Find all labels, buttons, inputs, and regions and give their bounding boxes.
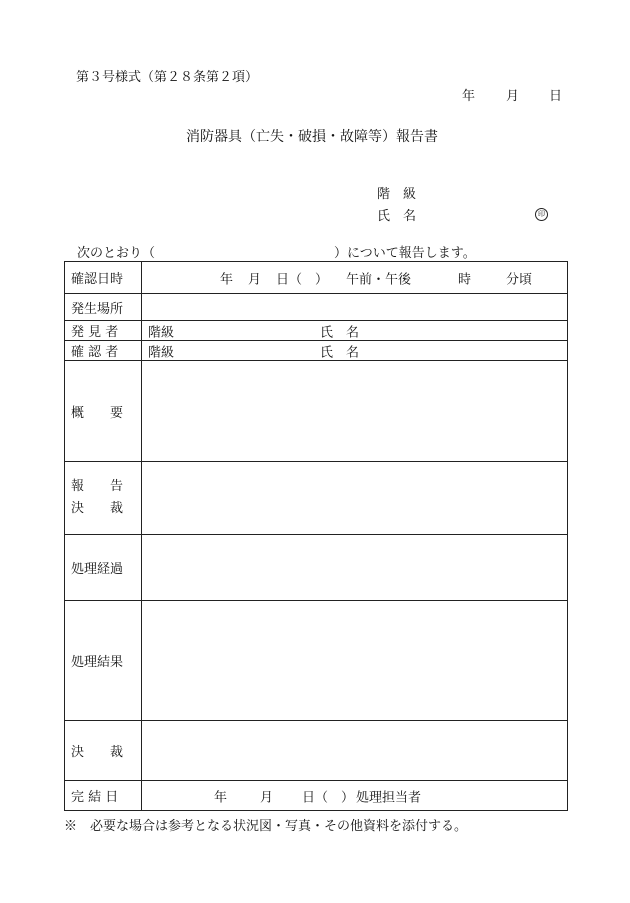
result-field[interactable] <box>142 601 568 721</box>
row-report-decision <box>65 462 568 535</box>
decision-label-1: 決 裁 <box>71 501 124 516</box>
seal-mark <box>535 205 548 221</box>
decision-field[interactable] <box>142 721 568 781</box>
confirmer-field[interactable] <box>142 341 568 361</box>
discoverer-field[interactable] <box>142 321 568 341</box>
cd-hour: 時 <box>458 272 472 287</box>
cd-month: 月 <box>248 272 262 287</box>
discoverer-name: 氏 名 <box>320 325 360 340</box>
row-decision <box>65 721 568 781</box>
row-process <box>65 535 568 601</box>
date-day-label: 日 <box>549 89 563 104</box>
confirmer-rank: 階級 <box>148 345 175 360</box>
cp-year: 年 <box>214 790 228 805</box>
decision-label: 決 裁 <box>65 721 142 781</box>
process-label: 処理経過 <box>65 535 142 601</box>
summary-label: 概 要 <box>65 361 142 462</box>
rank-label: 階 級 <box>377 187 417 202</box>
confirmer-label: 確 認 者 <box>65 341 142 361</box>
location-field[interactable] <box>142 294 568 321</box>
discoverer-rank: 階級 <box>148 325 175 340</box>
row-result <box>65 601 568 721</box>
intro-open: 次のとおり（ <box>77 246 156 261</box>
report-decision-label <box>65 462 142 535</box>
discoverer-label: 発 見 者 <box>65 321 142 341</box>
summary-field[interactable] <box>142 361 568 462</box>
cd-ampm: 午前・午後 <box>346 272 412 287</box>
confirmer-name: 氏 名 <box>320 345 360 360</box>
row-confirmer <box>65 341 568 361</box>
cp-month: 月 <box>260 790 274 805</box>
cd-year: 年 <box>220 272 234 287</box>
confirm-datetime-label: 確認日時 <box>65 262 142 294</box>
row-confirm-datetime <box>65 262 568 294</box>
row-summary <box>65 361 568 462</box>
intro-close: ）について報告します。 <box>334 246 476 261</box>
completion-label: 完 結 日 <box>65 781 142 811</box>
date-month-label: 月 <box>506 89 520 104</box>
date-year-label: 年 <box>462 89 476 104</box>
footnote: ※ 必要な場合は参考となる状況図・写真・その他資料を添付する。 <box>64 819 468 834</box>
report-label: 報 告 <box>71 479 124 494</box>
form-number: 第３号様式（第２８条第２項） <box>76 70 259 85</box>
confirm-datetime-field[interactable] <box>142 262 568 294</box>
report-decision-field[interactable] <box>142 462 568 535</box>
row-location <box>65 294 568 321</box>
name-label: 氏 名 <box>377 209 417 224</box>
completion-field[interactable] <box>142 781 568 811</box>
document-title: 消防器具（亡失・破損・故障等）報告書 <box>186 129 438 145</box>
cp-handler: 処理担当者 <box>356 790 422 805</box>
report-form-table <box>64 261 568 811</box>
cd-minute: 分頃 <box>506 272 533 287</box>
location-label: 発生場所 <box>65 294 142 321</box>
seal-icon: 印 <box>535 208 548 221</box>
row-discoverer <box>65 321 568 341</box>
cd-day: 日（ <box>276 272 303 287</box>
process-field[interactable] <box>142 535 568 601</box>
cd-paren-close: ） <box>315 272 329 287</box>
row-completion <box>65 781 568 811</box>
cp-paren-close: ） <box>341 790 355 805</box>
result-label: 処理結果 <box>65 601 142 721</box>
cp-day: 日（ <box>302 790 329 805</box>
